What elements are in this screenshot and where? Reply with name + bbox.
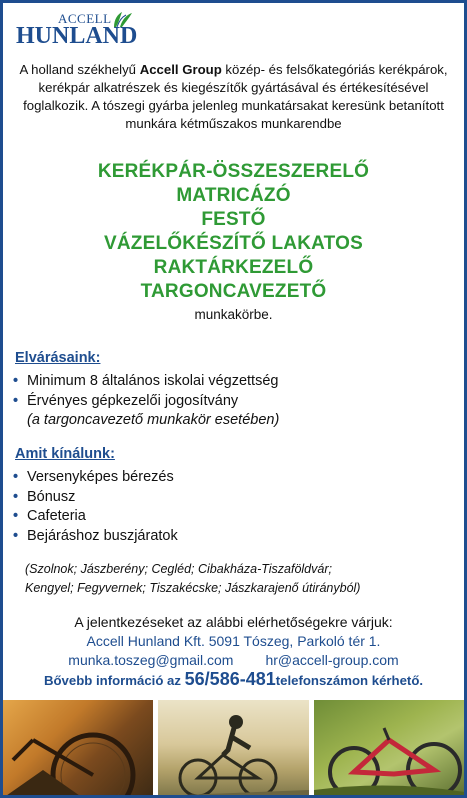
offers-title: Amit kínálunk: <box>15 446 115 462</box>
bullet-icon: • <box>13 469 19 485</box>
contact-emails <box>3 651 464 670</box>
positions-list <box>3 160 464 324</box>
contact-intro: A jelentkezéseket az alábbi elérhetőségekre várjuk: <box>74 614 393 630</box>
company-address: Accell Hunland Kft. 5091 Tószeg, Parkoló tér 1. <box>86 633 381 649</box>
position-title: KERÉKPÁR-ÖSSZESZERELŐ <box>97 161 370 182</box>
bus-routes-cities <box>25 560 455 598</box>
intro-paragraph <box>15 61 452 133</box>
position-title: FESTŐ <box>201 209 266 230</box>
position-title: VÁZELŐKÉSZÍTŐ LAKATOS <box>104 233 363 254</box>
photo-strip <box>3 700 464 798</box>
logo-hunland-text: HUNLAND <box>16 23 138 49</box>
cities-line: Kengyel; Fegyvernek; Tiszakécske; Jászkarajenő útirányból) <box>25 581 361 595</box>
list-item: • Érvényes gépkezelői jogosítvány <box>13 392 279 412</box>
bullet-icon: • <box>13 488 19 505</box>
list-item: • Bejáráshoz buszjáratok <box>13 527 178 547</box>
email-link[interactable]: munka.toszeg@gmail.com <box>68 652 234 668</box>
leaf-icon <box>110 11 134 29</box>
list-item: • Bónusz <box>13 488 178 508</box>
contact-block <box>3 613 464 690</box>
expectations-note: (a targoncavezető munkakör esetében) <box>27 412 280 428</box>
offers-list <box>13 468 178 546</box>
munkakorbe-text: munkakörbe. <box>194 307 273 322</box>
photo-bike-wheel <box>3 700 153 798</box>
list-item: • Versenyképes bérezés <box>13 468 178 488</box>
logo-accell-text: ACCELL <box>58 11 112 26</box>
expectations-list <box>13 372 279 431</box>
intro-part1: A holland székhelyű <box>19 62 140 77</box>
bullet-icon: • <box>13 373 19 389</box>
list-item: • Minimum 8 általános iskolai végzettség <box>13 372 279 392</box>
bullet-icon: • <box>13 508 19 524</box>
intro-company: Accell Group <box>139 62 222 77</box>
list-item: • Cafeteria <box>13 507 178 527</box>
accell-hunland-logo <box>14 11 138 55</box>
bullet-icon: • <box>13 392 19 409</box>
expectations-title: Elvárásaink: <box>15 350 101 366</box>
email-link[interactable]: hr@accell-group.com <box>265 652 399 668</box>
position-title: MATRICÁZÓ <box>176 185 291 206</box>
bullet-icon: • <box>13 527 19 544</box>
phone-info: Bővebb információ az 56/586-481telefonszámon kérhető. <box>43 669 424 689</box>
photo-cyclist <box>158 700 308 798</box>
cities-line: (Szolnok; Jászberény; Cegléd; Cibakháza-Tiszaföldvár; <box>25 562 332 576</box>
position-title: RAKTÁRKEZELŐ <box>153 257 314 278</box>
position-title: TARGONCAVEZETŐ <box>140 281 327 302</box>
intro-part2: közép- és felsőkategóriás kerékpárok, kerékpár alkatrészek és kiegészítők gyártásával és értékesítésével foglalkozik. A tószegi gyárba jelenleg munkatársakat keresünk betanított munkára kétműszakos munkarendbe <box>23 62 448 131</box>
photo-bike-on-grass <box>314 700 464 798</box>
phone-number: 56/586-481 <box>184 669 276 689</box>
